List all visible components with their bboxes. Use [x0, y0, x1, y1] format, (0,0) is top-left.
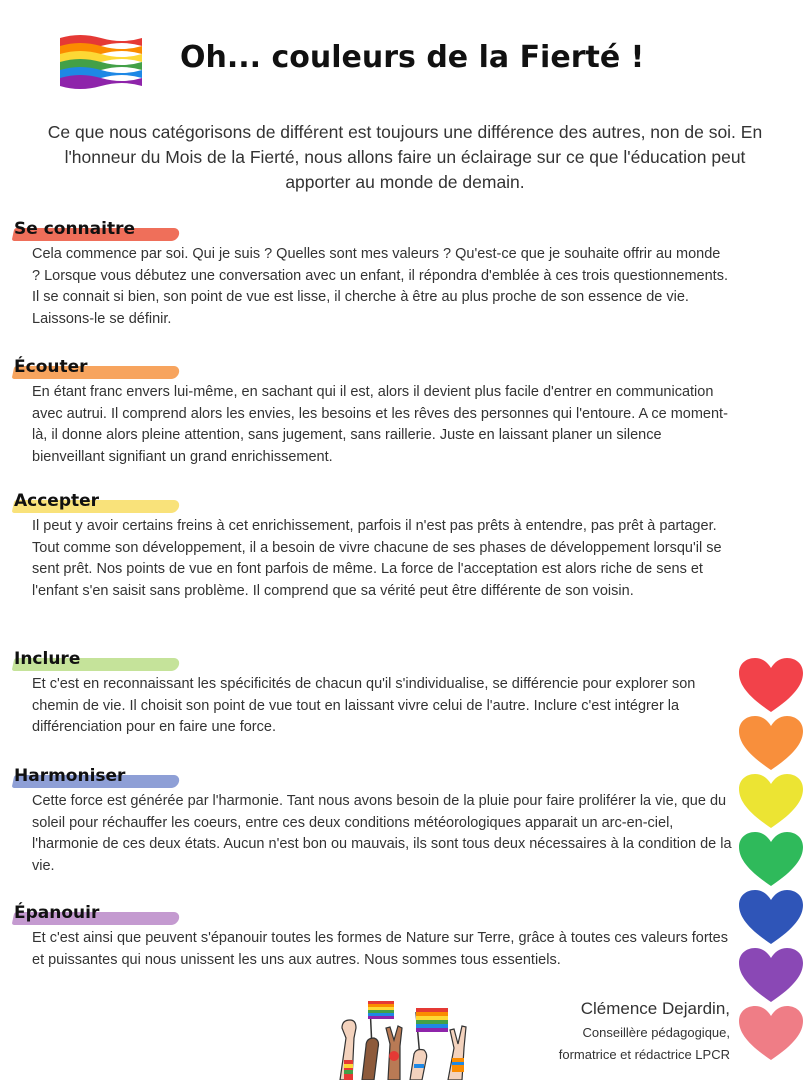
section-text: Cela commence par soi. Qui je suis ? Quelles sont mes valeurs ? Qu'est-ce que je souhaite offrir au monde ? Lorsque vous débutez une conversation avec un enfant, il répondra d'emblée à ces trois questionnements. Il se connait si bien, son point de vue est lisse, il cherche à être au plus proche de son essence de vie. Laissons-le se définir. [32, 246, 728, 327]
heart-icon-green [737, 830, 805, 888]
section-heading [13, 218, 740, 244]
section-title: Épanouir [14, 903, 100, 923]
section-text: Cette force est générée par l'harmonie. Tant nous avons besoin de la pluie pour faire proliférer la vie, que du soleil pour réchauffer les coeurs, entre ces deux conditions météorologiques apparait un arc-en-ciel, l'harmonie de ces deux états. Aucun n'est bon ou mauvais, ils sont tous deux nécessaires à la condition de la vie. [32, 793, 732, 874]
hearts-column [737, 656, 807, 1062]
section-text: En étant franc envers lui-même, en sachant qui il est, alors il devient plus facile d'entrer en communication avec autrui. Il comprend alors les envies, les besoins et les rêves des personnes qui l'entoure. A ce moment-là, il donne alors pleine attention, sans jugement, sans raillerie. Juste en laissant planer un silence bienveillant signifiant un grand enrichissement. [32, 384, 728, 465]
section-title: Inclure [14, 649, 81, 669]
section-title: Harmoniser [14, 766, 126, 786]
heart-icon-pink [737, 1004, 805, 1062]
section-heading [13, 902, 740, 928]
section-ecouter [0, 356, 740, 468]
section-harmoniser [0, 765, 740, 877]
signature-block [559, 996, 730, 1066]
intro-paragraph: Ce que nous catégorisons de différent est toujours une différence des autres, non de soi. En l'honneur du Mois de la Fierté, nous allons faire un éclairage sur ce que l'éducation peut apporter au monde de demain. [47, 122, 763, 192]
section-text: Il peut y avoir certains freins à cet enrichissement, parfois il n'est pas prêts à entendre, pas prêt à partager. Tout comme son développement, il a besoin de vivre chacune de ses phases de développement lorsqu'il se sent prêt. Nos points de vue en font parfois de même. La force de l'acceptation est alors riche de sens et l'enfant s'en saisit sans problème. Il comprend que sa vérité peut être différente de son voisin. [32, 518, 722, 599]
heart-icon-red [737, 656, 805, 714]
section-heading [13, 356, 740, 382]
section-title: Accepter [14, 491, 100, 511]
section-se-connaitre [0, 218, 740, 330]
section-heading [13, 490, 740, 516]
section-text: Et c'est en reconnaissant les spécificités de chacun qu'il s'individualise, se différencie pour explorer son chemin de vie. Il choisit son point de vue tout en laissant vivre celui de l'autre. Inclure c'est intégrer la différenciation pour en faire une force. [32, 676, 696, 735]
section-title: Se connaitre [14, 219, 135, 239]
heart-icon-purple [737, 946, 805, 1004]
section-heading [13, 648, 740, 674]
author-role-line2: formatrice et rédactrice LPCR [558, 1047, 730, 1062]
section-epanouir [0, 902, 740, 971]
page-title: Oh... couleurs de la Fierté ! [180, 40, 645, 75]
author-name: Clémence Dejardin, [580, 999, 730, 1018]
heart-icon-yellow [737, 772, 805, 830]
section-heading [13, 765, 740, 791]
rainbow-flag-icon [58, 32, 144, 90]
section-inclure [0, 648, 740, 739]
section-text: Et c'est ainsi que peuvent s'épanouir toutes les formes de Nature sur Terre, grâce à toutes ces valeurs fortes et puissantes qui nous unissent les uns aux autres. Nous sommes tous essentiels. [32, 930, 728, 968]
section-title: Écouter [14, 357, 88, 377]
raised-hands-with-pride-flags-icon [330, 998, 480, 1080]
section-accepter [0, 490, 740, 602]
heart-icon-orange [737, 714, 805, 772]
author-role: Conseillère pédagogique, [582, 1025, 730, 1040]
heart-icon-blue [737, 888, 805, 946]
